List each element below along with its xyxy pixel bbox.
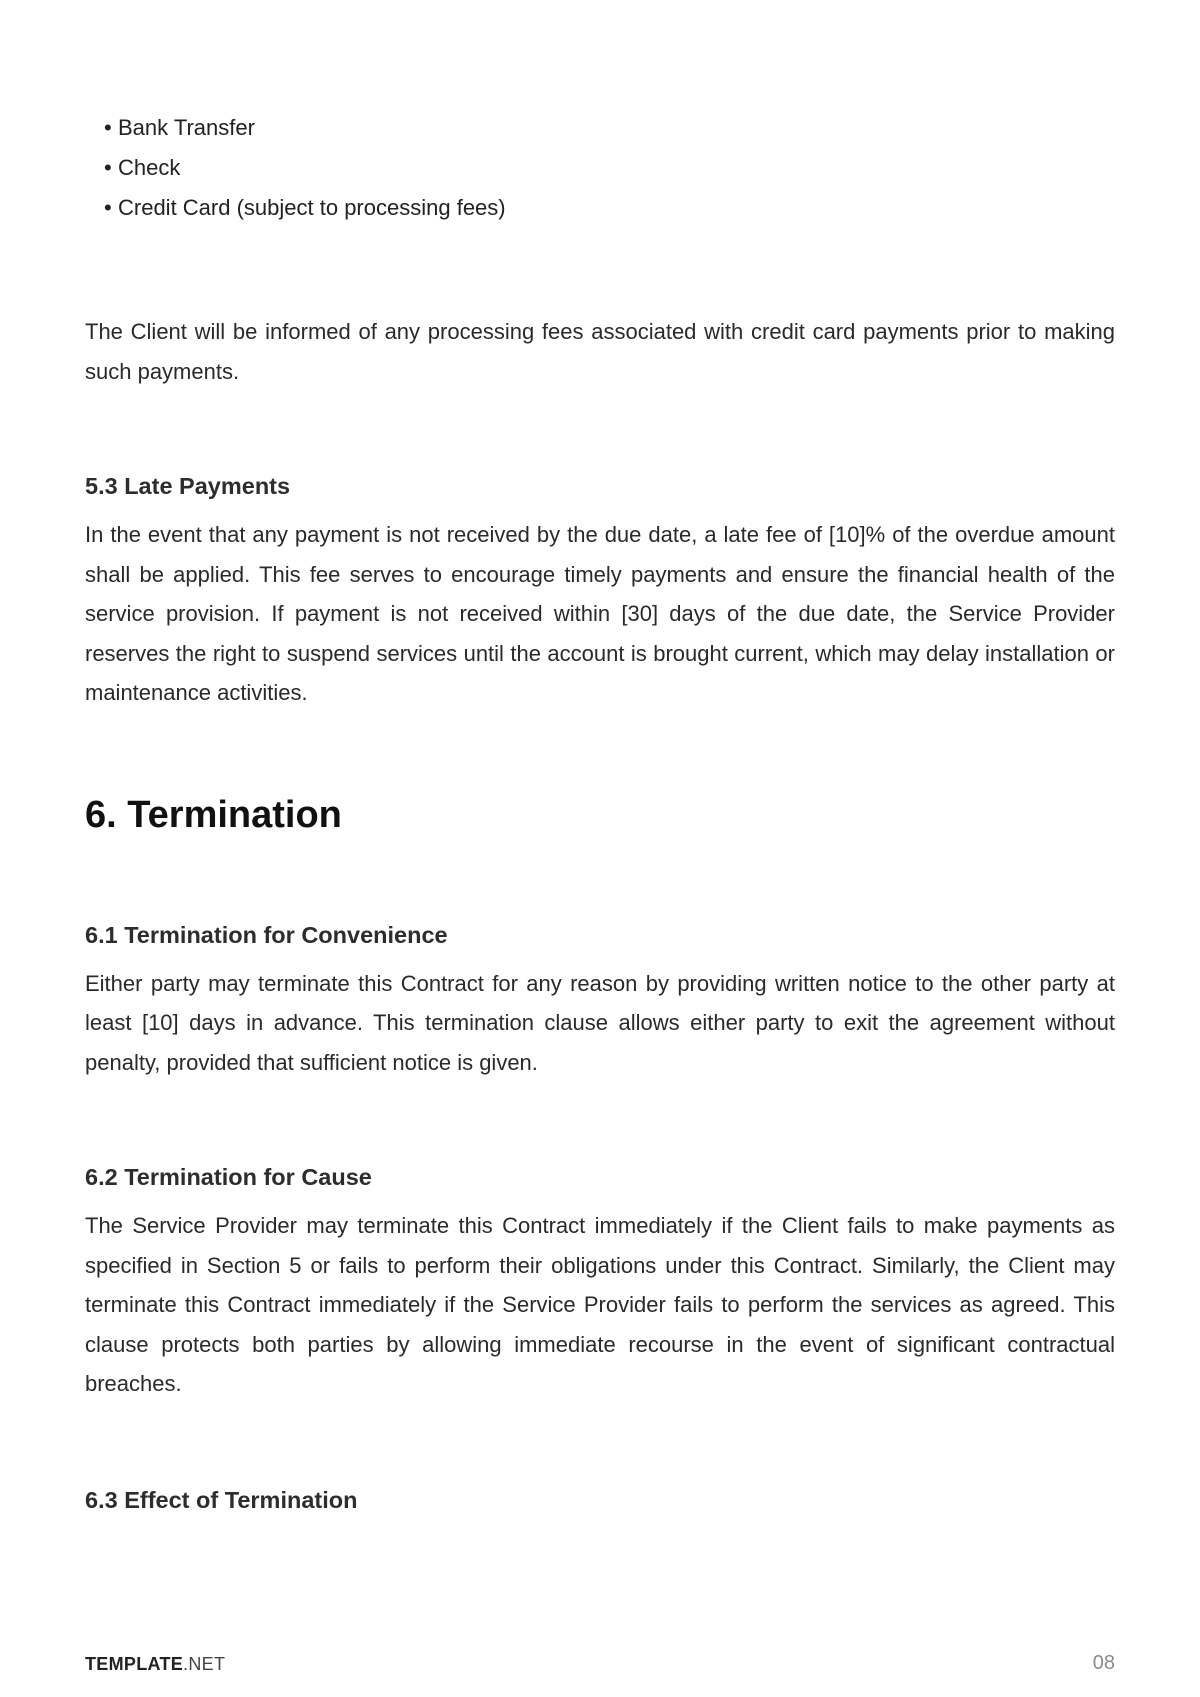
page-content bbox=[85, 108, 1115, 1518]
page-number: 08 bbox=[1092, 1652, 1115, 1674]
list-item bbox=[85, 108, 1115, 148]
late-payments-heading: 5.3 Late Payments bbox=[85, 473, 291, 499]
late-payments-paragraph: In the event that any payment is not received by the due date, a late fee of [10]% of the overdue amount shall be applied. This fee serves to encourage timely payments and ensure the financial health of the service provision. If payment is not received within [30] days of the due date, the Service Provider reserves the right to suspend services until the account is brought current, which may delay installation or maintenance activities. bbox=[85, 522, 1115, 705]
brand-name: TEMPLATE bbox=[85, 1654, 184, 1674]
termination-convenience-paragraph: Either party may terminate this Contract for any reason by providing written notice to the other party at least [10] days in advance. This termination clause allows either party to exit the agreement without penalty, provided that sufficient notice is given. bbox=[85, 970, 1115, 1075]
list-item bbox=[85, 148, 1115, 188]
bullet-icon: • bbox=[104, 155, 112, 180]
processing-fee-paragraph: The Client will be informed of any processing fees associated with credit card payments prior to making such payments. bbox=[85, 319, 1115, 384]
brand-suffix: .NET bbox=[183, 1654, 226, 1674]
termination-convenience-heading: 6.1 Termination for Convenience bbox=[85, 921, 448, 948]
termination-cause-paragraph: The Service Provider may terminate this Contract immediately if the Client fails to make payments as specified in Section 5 or fails to perform their obligations under this Contract. Similarly, the Client may terminate this Contract immediately if the Service Provider fails to perform the services as agreed. This clause protects both parties by allowing immediate recourse in the event of significant contractual breaches. bbox=[85, 1213, 1115, 1396]
list-item-label: Credit Card (subject to processing fees) bbox=[118, 195, 506, 220]
termination-heading: 6. Termination bbox=[85, 793, 342, 836]
list-item bbox=[85, 188, 1115, 228]
list-item-label: Check bbox=[118, 155, 181, 180]
page-footer bbox=[85, 1650, 1115, 1680]
bullet-icon: • bbox=[104, 195, 112, 220]
payment-methods-list bbox=[85, 108, 1115, 228]
bullet-icon: • bbox=[104, 115, 112, 140]
termination-effect-heading: 6.3 Effect of Termination bbox=[85, 1486, 358, 1513]
termination-cause-heading: 6.2 Termination for Cause bbox=[85, 1164, 372, 1190]
list-item-label: Bank Transfer bbox=[118, 115, 255, 140]
brand-logo bbox=[85, 1654, 225, 1675]
